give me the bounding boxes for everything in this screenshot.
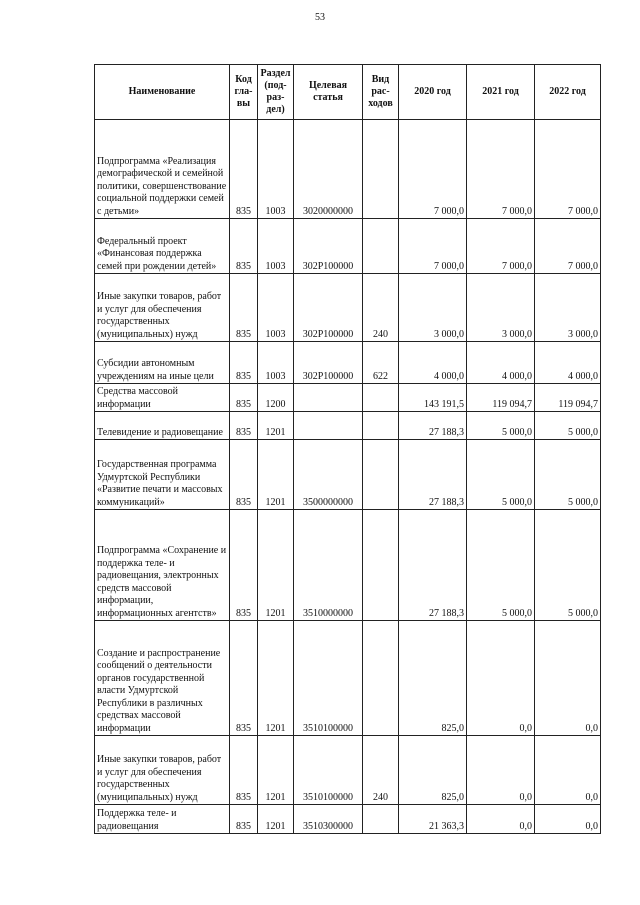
cell-name: Федеральный проект «Финансовая поддержка семей при рождении детей» <box>95 219 230 274</box>
cell-y2020: 3 000,0 <box>399 274 467 342</box>
cell-y2022: 0,0 <box>535 621 601 736</box>
cell-y2020: 825,0 <box>399 736 467 805</box>
cell-y2020: 825,0 <box>399 621 467 736</box>
cell-target <box>294 412 363 440</box>
cell-y2021: 5 000,0 <box>467 412 535 440</box>
cell-expense <box>363 120 399 219</box>
cell-y2021: 0,0 <box>467 805 535 834</box>
cell-y2022: 4 000,0 <box>535 342 601 384</box>
cell-section: 1201 <box>258 412 294 440</box>
cell-target: 3510300000 <box>294 805 363 834</box>
cell-y2020: 4 000,0 <box>399 342 467 384</box>
cell-target: 3500000000 <box>294 440 363 510</box>
cell-chapter: 835 <box>230 736 258 805</box>
cell-section: 1201 <box>258 440 294 510</box>
cell-name: Государственная программа Удмуртской Республики «Развитие печати и массовых коммуникаций» <box>95 440 230 510</box>
cell-y2020: 27 188,3 <box>399 440 467 510</box>
header-chapter: Код гла- вы <box>230 65 258 120</box>
table-row <box>95 440 601 510</box>
cell-expense <box>363 219 399 274</box>
header-2021: 2021 год <box>467 65 535 120</box>
cell-target <box>294 384 363 412</box>
header-2022: 2022 год <box>535 65 601 120</box>
cell-target: 3020000000 <box>294 120 363 219</box>
cell-expense: 622 <box>363 342 399 384</box>
cell-expense: 240 <box>363 274 399 342</box>
cell-y2021: 3 000,0 <box>467 274 535 342</box>
cell-y2021: 0,0 <box>467 621 535 736</box>
cell-name: Поддержка теле- и радиовещания <box>95 805 230 834</box>
cell-expense <box>363 510 399 621</box>
cell-section: 1201 <box>258 621 294 736</box>
cell-target: 3510100000 <box>294 736 363 805</box>
cell-chapter: 835 <box>230 805 258 834</box>
cell-chapter: 835 <box>230 440 258 510</box>
cell-section: 1003 <box>258 342 294 384</box>
cell-section: 1200 <box>258 384 294 412</box>
cell-y2022: 5 000,0 <box>535 440 601 510</box>
cell-expense <box>363 440 399 510</box>
cell-name: Подпрограмма «Реализация демографической и семейной политики, совершенствование социальной поддержки семей с детьми» <box>95 120 230 219</box>
table-row <box>95 621 601 736</box>
cell-chapter: 835 <box>230 274 258 342</box>
cell-section: 1201 <box>258 736 294 805</box>
table-row <box>95 384 601 412</box>
cell-name: Телевидение и радиовещание <box>95 412 230 440</box>
cell-name: Подпрограмма «Сохранение и поддержка теле- и радиовещания, электронных средств массовой информации, информационных агентств» <box>95 510 230 621</box>
cell-name: Иные закупки товаров, работ и услуг для обеспечения государственных (муниципальных) нужд <box>95 736 230 805</box>
cell-y2021: 119 094,7 <box>467 384 535 412</box>
cell-y2020: 7 000,0 <box>399 120 467 219</box>
cell-target: 3510000000 <box>294 510 363 621</box>
header-target: Целевая статья <box>294 65 363 120</box>
header-name: Наименование <box>95 65 230 120</box>
cell-chapter: 835 <box>230 342 258 384</box>
table-row <box>95 412 601 440</box>
cell-target: 302P100000 <box>294 219 363 274</box>
budget-table <box>94 64 601 834</box>
cell-y2022: 5 000,0 <box>535 510 601 621</box>
cell-y2021: 5 000,0 <box>467 440 535 510</box>
table-row <box>95 219 601 274</box>
cell-y2022: 7 000,0 <box>535 120 601 219</box>
cell-chapter: 835 <box>230 384 258 412</box>
cell-y2021: 5 000,0 <box>467 510 535 621</box>
cell-y2022: 7 000,0 <box>535 219 601 274</box>
cell-y2022: 0,0 <box>535 736 601 805</box>
table-row <box>95 120 601 219</box>
table-row <box>95 805 601 834</box>
header-section: Раздел (под- раз- дел) <box>258 65 294 120</box>
cell-section: 1003 <box>258 219 294 274</box>
cell-chapter: 835 <box>230 219 258 274</box>
cell-section: 1201 <box>258 805 294 834</box>
cell-expense <box>363 384 399 412</box>
cell-y2022: 0,0 <box>535 805 601 834</box>
cell-y2020: 7 000,0 <box>399 219 467 274</box>
cell-section: 1003 <box>258 120 294 219</box>
cell-section: 1003 <box>258 274 294 342</box>
cell-expense <box>363 805 399 834</box>
cell-y2021: 7 000,0 <box>467 120 535 219</box>
cell-section: 1201 <box>258 510 294 621</box>
cell-y2020: 27 188,3 <box>399 510 467 621</box>
cell-y2022: 119 094,7 <box>535 384 601 412</box>
table-row <box>95 736 601 805</box>
cell-expense <box>363 412 399 440</box>
cell-y2020: 27 188,3 <box>399 412 467 440</box>
cell-y2020: 143 191,5 <box>399 384 467 412</box>
cell-y2021: 0,0 <box>467 736 535 805</box>
cell-expense: 240 <box>363 736 399 805</box>
cell-name: Создание и распространение сообщений о деятельности органов государственной власти Удмуртской Республики в различных средствах массовой информации <box>95 621 230 736</box>
table-row <box>95 274 601 342</box>
cell-y2021: 7 000,0 <box>467 219 535 274</box>
cell-name: Иные закупки товаров, работ и услуг для обеспечения государственных (муниципальных) нужд <box>95 274 230 342</box>
header-2020: 2020 год <box>399 65 467 120</box>
page-number: 53 <box>315 12 325 23</box>
cell-y2022: 5 000,0 <box>535 412 601 440</box>
cell-target: 3510100000 <box>294 621 363 736</box>
cell-chapter: 835 <box>230 510 258 621</box>
cell-chapter: 835 <box>230 120 258 219</box>
cell-target: 302P100000 <box>294 342 363 384</box>
table-header-row <box>95 65 601 120</box>
cell-chapter: 835 <box>230 412 258 440</box>
table-row <box>95 342 601 384</box>
table-row <box>95 510 601 621</box>
cell-y2022: 3 000,0 <box>535 274 601 342</box>
cell-name: Средства массовой информации <box>95 384 230 412</box>
cell-name: Субсидии автономным учреждениям на иные цели <box>95 342 230 384</box>
cell-chapter: 835 <box>230 621 258 736</box>
header-expense: Вид рас- ходов <box>363 65 399 120</box>
cell-y2020: 21 363,3 <box>399 805 467 834</box>
cell-target: 302P100000 <box>294 274 363 342</box>
cell-y2021: 4 000,0 <box>467 342 535 384</box>
cell-expense <box>363 621 399 736</box>
